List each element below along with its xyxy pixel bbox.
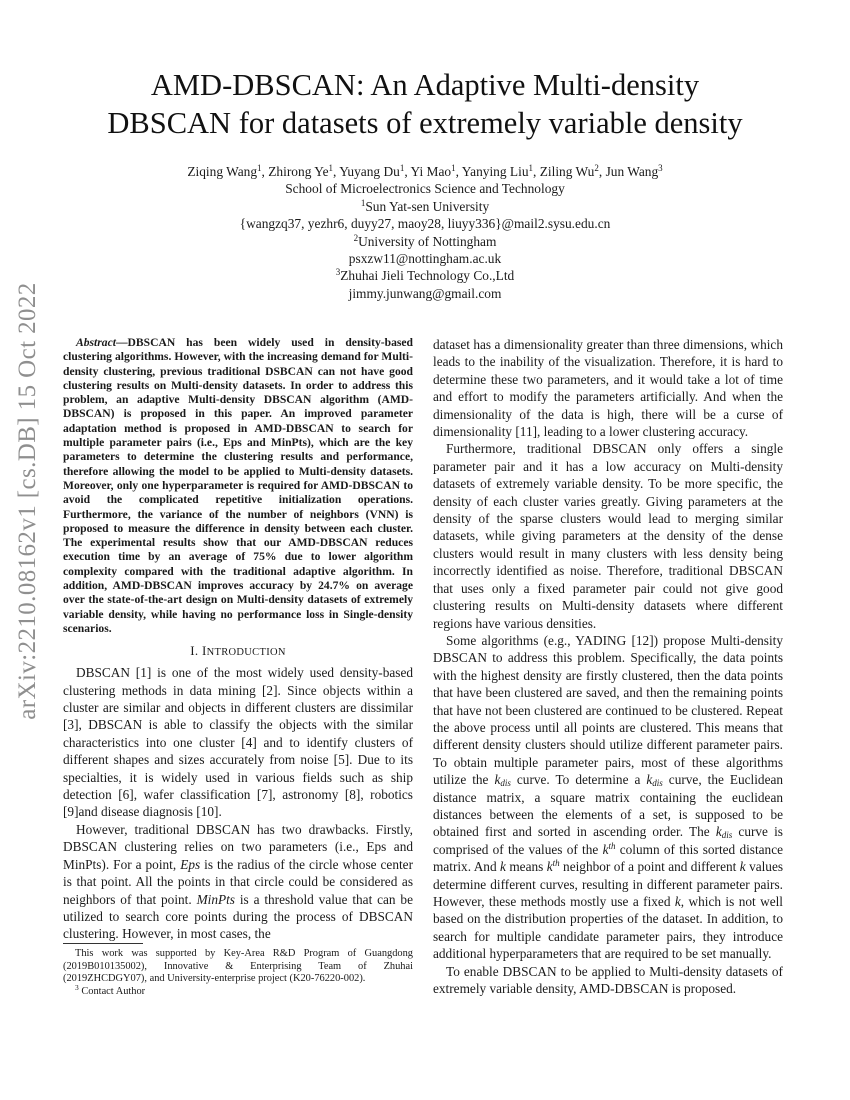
- paper-title: [60, 66, 790, 142]
- intro-paragraph-2: However, traditional DBSCAN has two drawbacks. Firstly, DBSCAN clustering relies on two parameters (i.e., Eps and MinPts). For a point, Eps is the radius of the circle whose center is that point. All the points in that circle could be considered as neighbors of that point. MinPts is a threshold value that can be utilized to search core points during the process of DBSCAN clustering. However, in most cases, the: [63, 821, 414, 942]
- title-line-2: DBSCAN for datasets of extremely variable density: [107, 106, 743, 140]
- right-paragraph-4: To enable DBSCAN to be applied to Multi-density datasets of extremely variable density, AMD-DBSCAN is proposed.: [433, 963, 783, 997]
- right-paragraph-1: dataset has a dimensionality greater than three dimensions, which leads to the inability of the visualization. Therefore, it is hard to determine these two parameters, and it would take a lot of time and effort to modify the parameters artificially. And when the dimensionality of the data is high, there will be a curse of dimensionality [11], leading to a lower clustering accuracy.: [433, 337, 783, 440]
- left-column: [63, 336, 413, 943]
- affiliation-2: $^2$University of Nottingham: [353, 232, 497, 249]
- abstract: Abstract—DBSCAN has been widely used in density-based clustering algorithms. However, with the increasing demand for Multi-density clustering, previous traditional DSBCAN can not have good clustering results on Multi-density datasets. In order to address this problem, an adaptive Multi-density DBSCAN algorithm (AMD-DBSCAN) is proposed in this paper. An improved parameter adaptation method is proposed in AMD-DBSCAN to search for multiple parameter pairs (i.e., Eps and MinPts), which are the key parameters to determine the clustering results and performance, therefore allowing the model to be applied to Multi-density datasets. Moreover, only one hyperparameter is required for AMD-DBSCAN to avoid the complicated repetitive initialization operations. Furthermore, the variance of the number of neighbors (VNN) is proposed to measure the difference in density between each cluster. The experimental results show that our AMD-DBSCAN reduces execution time by an average of 75% due to lower algorithm complexity compared with the traditional adaptive algorithm. In addition, AMD-DBSCAN improves accuracy by 24.7% on average over the state-of-the-art design on Multi-density datasets of extremely variable density, while having no performance loss in Single-density scenarios.: [63, 336, 413, 635]
- right-paragraph-2: Furthermore, traditional DBSCAN only offers a single parameter pair and it has a low accuracy on Multi-density datasets of extremely variable density. To be more specific, the density of each cluster varies greatly. Giving parameters at the density of the sparse clusters would lead to merging similar datasets, while giving parameters at the density of the dense clusters would result in many clusters with less density being incorrectly identified as noise. Therefore, traditional DBSCAN that uses only a fixed parameter pair could not give good clustering results on Multi-density datasets where different regions have various densities.: [433, 441, 783, 631]
- section-heading-introduction: I. INTRODUCTION: [190, 643, 286, 659]
- footnote: [63, 943, 413, 998]
- title-line-1: AMD-DBSCAN: An Adaptive Multi-density: [150, 68, 700, 102]
- school-name: School of Microelectronics Science and Technology: [285, 181, 565, 197]
- right-column: [433, 336, 783, 997]
- funding-note: This work was supported by Key-Area R&D Program of Guangdong (2019B010135002), Innovative & Enterprising Team of Zhuhai (2019ZHCDGY07), and University-enterprise project (K20-76220-002).: [63, 948, 413, 985]
- affiliation-3: $^3$Zhuhai Jieli Technology Co.,Ltd: [335, 267, 515, 284]
- email-2: psxzw11@nottingham.ac.uk: [348, 251, 502, 267]
- right-paragraph-3: Some algorithms (e.g., YADING [12]) propose Multi-density DBSCAN to address this problem. Specifically, the data points with the highest density are firstly clustered, then the data points that have been clustered are saved, and then the remaining points that have not been clustered are continued to be clustered. Repeat the above process until all points are clustered. This means that different density clusters should utilize different parameter pairs. To obtain multiple parameter pairs, most of these algorithms utilize the $k_{dis}$ curve. To determine a $k_{dis}$ curve, the Euclidean distance matrix, a square matrix containing the euclidean distances between the elements of a set, is supposed to be obtained first and sorted in ascending order. The $k_{dis}$ curve is comprised of the values of the $k^{th}$ column of this sorted distance matrix. And k means $k^{th}$ neighbor of a point and different k values determine different curves, resulting in different parameter pairs. However, these methods mostly use a fixed k, which is not well based on the distribution properties of the dataset. In addition, to search for multiple candidate parameter pairs, they introduce additional hyperparameters that are required to be set manually.: [433, 632, 784, 962]
- affiliation-1: $^1$Sun Yat-sen University: [360, 197, 490, 214]
- intro-paragraph-1: DBSCAN [1] is one of the most widely used density-based clustering methods in data mining [2]. Since objects within a cluster are similar and objects in different clusters are dissimilar [3], DBSCAN is able to classify the objects with the similar characteristics into one cluster [4] and to identify clusters of different shapes and sizes accurately from noise [5]. Due to its specialties, it is widely used in various fields such as ship detection [6], wafer classification [7], astronomy [8], robotics [9]and disease diagnosis [10].: [63, 665, 413, 820]
- author-block: [60, 163, 790, 302]
- arxiv-identifier: arXiv:2210.08162v1 [cs.DB] 15 Oct 2022: [14, 282, 41, 720]
- contact-note: $^3$ Contact Author: [75, 982, 146, 997]
- author-names: Ziqing Wang$^1$, Zhirong Ye$^1$, Yuyang Du$^1$, Yi Mao$^1$, Yanying Liu$^1$, Ziling Wu$^2$, Jun Wang$^3$: [187, 163, 663, 179]
- footnote-rule: [63, 943, 143, 944]
- email-3: jimmy.junwang@gmail.com: [348, 285, 502, 301]
- email-1: {wangzq37, yezhr6, duyy27, maoy28, liuyy336}@mail2.sysu.edu.cn: [239, 216, 611, 232]
